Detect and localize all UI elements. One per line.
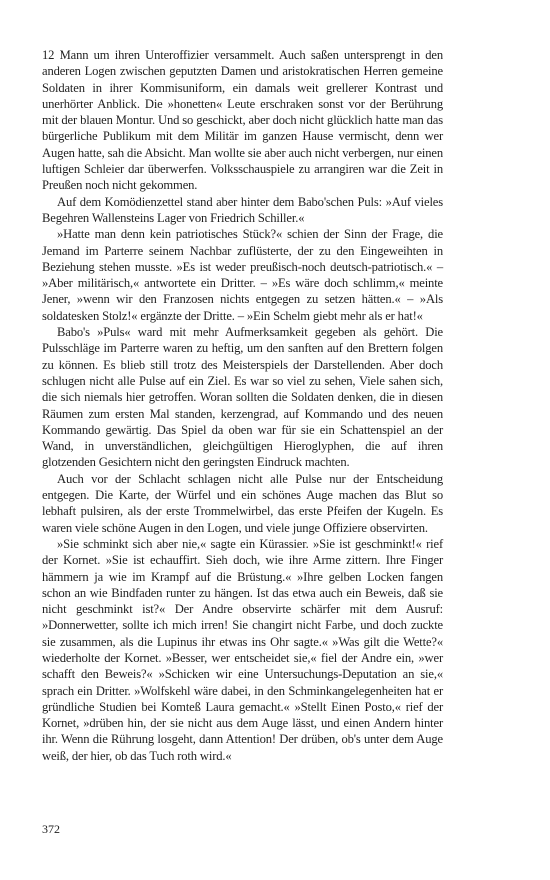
paragraph-6: »Sie schminkt sich aber nie,« sagte ein Kürassier. »Sie ist geschminkt!« rief der Kornet. »Sie ist echauffirt. Sieh doch, wie ihre Arme zittern. Ihre Finger hämmern ja wie im Krampf auf die Brüstung.« »Ihre gelben Locken fangen schon an wie Bindfaden runter zu hängen. Ist das etwa auch ein Beweis, daß sie nicht geschminkt ist?« Der Andre observirte schärfer mit dem Ausruf: »Donnerwetter, sollte ich mich irren! Sie changirt nicht Farbe, und doch zuckte sie zusammen, als die Lupinus ihr etwas ins Ohr sagte.« »Was gilt die Wette?« wiederholte der Kornet. »Besser, wer entscheidet sie,« fiel der Andre ein, »wer schafft den Beweis?« »Schicken wir eine Untersuchungs-Deputation an sie,« sprach ein Dritter. »Wolfskehl wäre dabei, in den Schminkangelegenheiten hat er gründliche Studien bei Komteß Laura gemacht.« »Stellt Einen Posto,« rief der Kornet, »drüben hin, der sie nicht aus dem Auge lässt, und einen Andern hinter ihr. Wenn die Rührung losgeht, dann Attention! Der drüben, ob's unter dem Auge weiß, der hier, ob das Tuch roth wird.« bbox=[42, 536, 443, 763]
paragraph-4: Babo's »Puls« ward mit mehr Aufmerksamkeit gegeben als gehört. Die Pulsschläge im Parterre waren zu heftig, um den sanften auf den Brettern folgen zu können. Es blieb still trotz des Meisterspiels der Darstellenden. Aber doch schlugen nicht alle Pulse auf ein Ziel. Es war so viel zu sehen, Viele sahen sich, die sich niemals hier getroffen. Woran sollten die Soldaten denken, die in diesen Räumen zum ersten Mal standen, kerzengrad, auf Kommando und des neuen Kommando gewärtig. Das Spiel da oben war für sie ein Schattenspiel an der Wand, in unverständlichen, gleichgültigen Hieroglyphen, die auf ihren glotzenden Gesichtern nicht den geringsten Eindruck machten. bbox=[42, 325, 443, 470]
page-body bbox=[42, 47, 443, 764]
paragraph-1: 12 Mann um ihren Unteroffizier versammelt. Auch saßen untersprengt in den anderen Logen zwischen geputzten Damen und aristokratischen Herren gemeine Soldaten in ihrer Kommisuniform, ein damals weit grellerer Kontrast und unerhörter Anblick. Die »honetten« Leute erschraken sonst vor der Berührung mit der blauen Montur. Und so geschickt, aber doch nicht glücklich hatte man das bürgerliche Publikum mit dem Militär im ganzen Hause vermischt, denn wer Augen hatte, sah die Absicht. Man wollte sie aber auch nicht verbergen, nur einen luftigen Schleier dar überwerfen. Volksschauspiele zu arrangiren war die Zeit in Preußen noch nicht gekommen. bbox=[42, 48, 443, 193]
paragraph-2: Auf dem Komödienzettel stand aber hinter dem Babo'schen Puls: »Auf vieles Begehren Wallensteins Lager von Friedrich Schiller.« bbox=[42, 194, 443, 225]
paragraph-3: »Hatte man denn kein patriotisches Stück?« schien der Sinn der Frage, die Jemand im Parterre seinem Nachbar zuflüsterte, der zu den Eingeweihten in Beziehung stehen musste. »Es ist weder preußisch-noch deutsch-patriotisch.« – »Aber militärisch,« antwortete ein Dritter. – »Es wäre doch schlimm,« meinte Jener, »wenn wir den Franzosen nichts entgegen zu setzen hätten.« – »Als soldatesken Stolz!« ergänzte der Dritte. – »Ein Schelm giebt mehr als er hat!« bbox=[42, 227, 443, 323]
page-number: 372 bbox=[42, 822, 60, 836]
paragraph-5: Auch vor der Schlacht schlagen nicht alle Pulse nur der Entscheidung entgegen. Die Karte, der Würfel und ein schönes Auge machen das Blut so lebhaft pulsiren, als der erste Trommelwirbel, das erste Pfeifen der Kugeln. Es waren viele schöne Augen in den Logen, und viele junge Offiziere observirten. bbox=[42, 471, 443, 535]
